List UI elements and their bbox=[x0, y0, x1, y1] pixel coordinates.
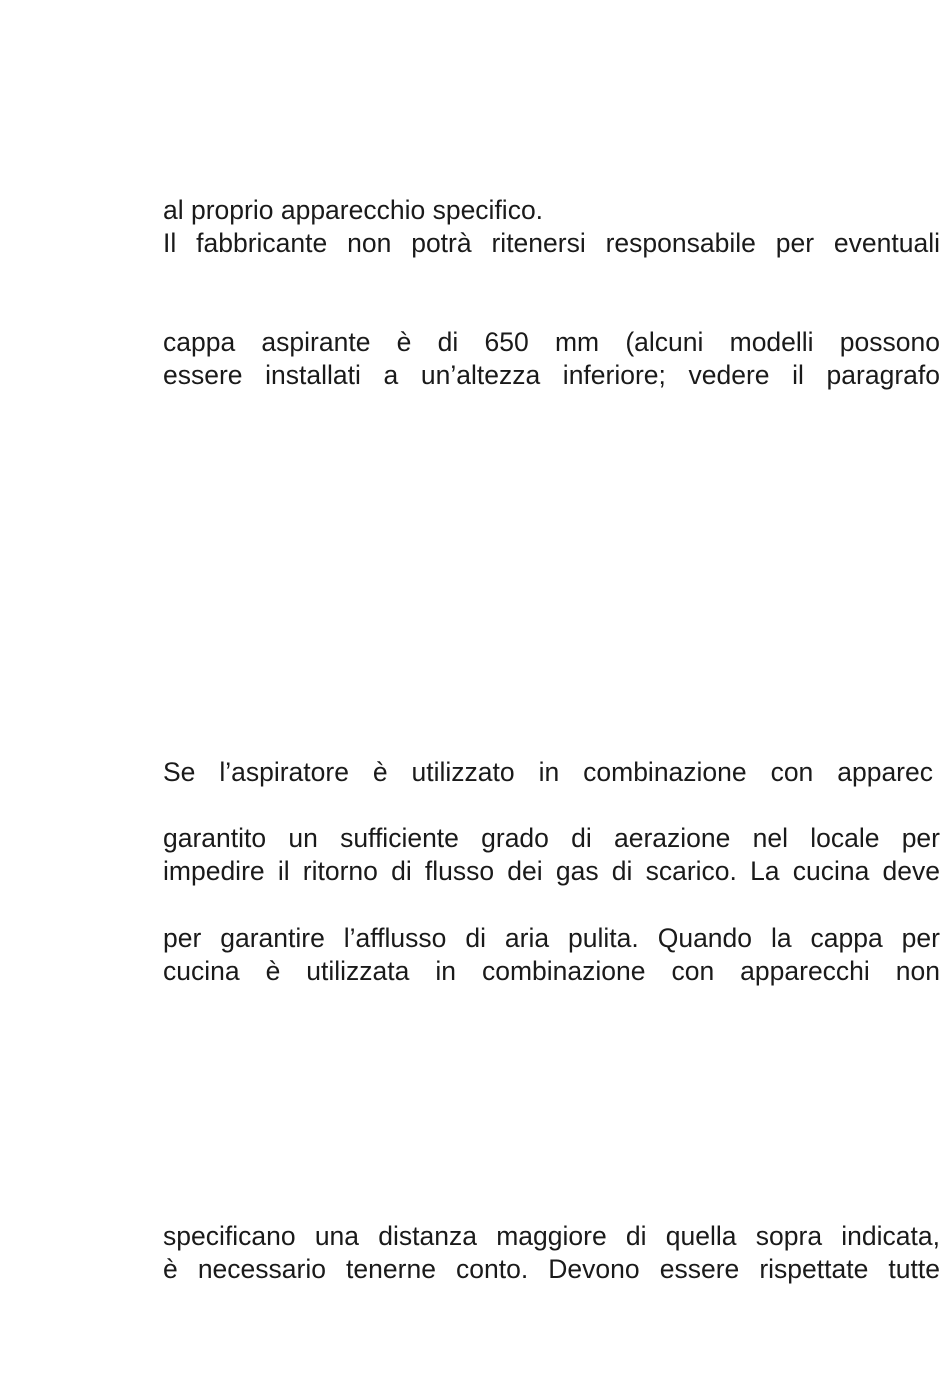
text-line: impedire il ritorno di flusso dei gas di scarico. La cucina deve bbox=[163, 856, 940, 886]
text-line: essere installati a un’altezza inferiore; vedere il paragrafo bbox=[163, 360, 940, 390]
text-line: cappa aspirante è di 650 mm (alcuni modelli possono bbox=[163, 327, 940, 357]
text-line: garantito un sufficiente grado di aerazione nel locale per bbox=[163, 823, 940, 853]
text-line: Il fabbricante non potrà ritenersi responsabile per eventuali bbox=[163, 228, 940, 258]
text-line: cucina è utilizzata in combinazione con apparecchi non bbox=[163, 956, 940, 986]
text-line: Se l’aspiratore è utilizzato in combinazione con apparec bbox=[163, 757, 933, 787]
text-line: specificano una distanza maggiore di quella sopra indicata, bbox=[163, 1221, 940, 1251]
text-line: al proprio apparecchio specifico. bbox=[163, 195, 544, 225]
text-line: per garantire l’afflusso di aria pulita. Quando la cappa per bbox=[163, 923, 940, 953]
text-line: è necessario tenerne conto. Devono essere rispettate tutte bbox=[163, 1254, 940, 1284]
